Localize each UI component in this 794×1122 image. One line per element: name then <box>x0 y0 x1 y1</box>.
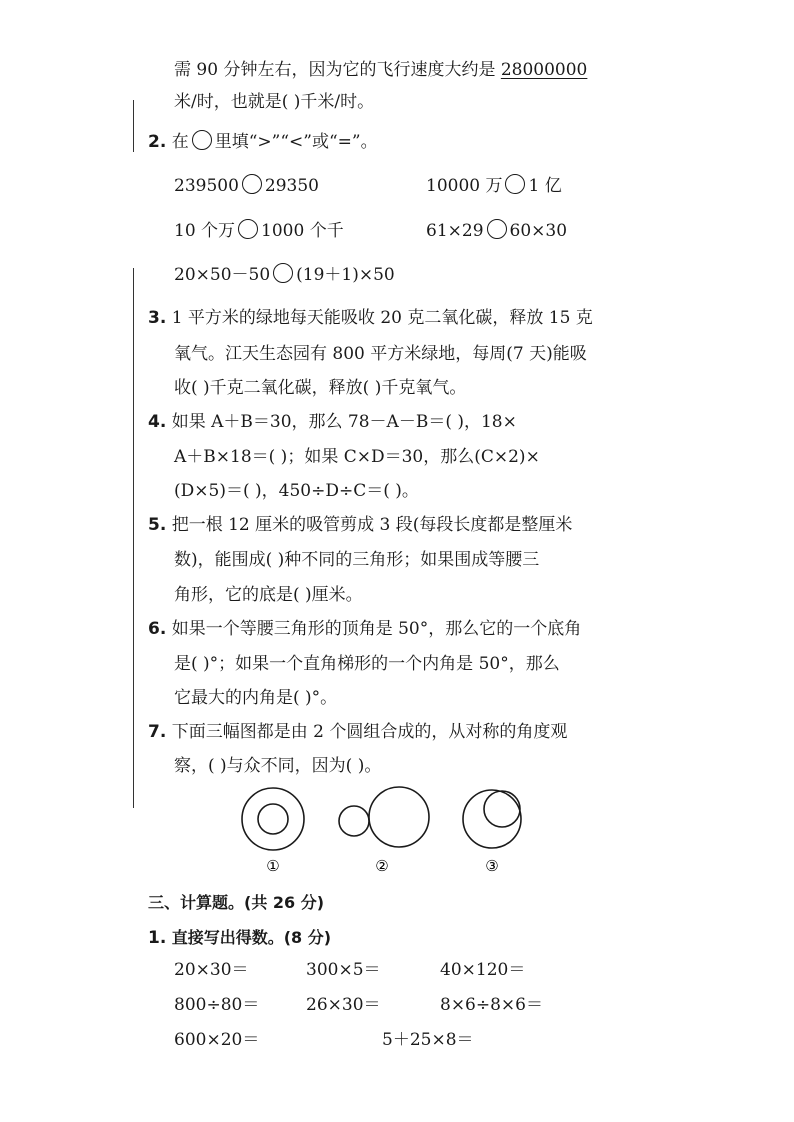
figure-1-label: ① <box>266 857 280 875</box>
q2-item-5 <box>174 263 395 287</box>
q7-line1 <box>148 720 567 744</box>
margin-line-top <box>133 100 134 152</box>
q1-line2 <box>174 90 374 114</box>
q4-line3 <box>174 479 419 503</box>
q3-text: 1 平方米的绿地每天能吸收 20 克二氧化碳，释放 15 克 <box>171 308 593 328</box>
q2-item-right: 1000 个千 <box>261 221 344 241</box>
answer-circle-icon <box>192 130 212 150</box>
q5-line1 <box>148 513 572 537</box>
figure-1-concentric-circles <box>242 788 304 875</box>
q5-number: 5. <box>148 515 167 535</box>
q7-text: 下面三幅图都是由 2 个圆组合成的，从对称的角度观 <box>171 722 568 742</box>
q4-text: (D×5)＝( )，450÷D÷C＝( )。 <box>174 481 419 501</box>
q6-text: 它最大的内角是( )°。 <box>174 688 338 708</box>
calc-item: 8×6÷8×6＝ <box>440 995 543 1015</box>
calc-item: 40×120＝ <box>440 960 526 980</box>
q2-heading <box>148 130 378 154</box>
sub-number: 1. <box>148 928 167 948</box>
q4-number: 4. <box>148 412 167 432</box>
calc-item: 600×20＝ <box>174 1030 260 1050</box>
q2-item-4 <box>426 219 567 243</box>
q2-item-right: 60×30 <box>509 221 568 241</box>
sub-title: 直接写出得数。(8 分) <box>171 928 332 947</box>
compare-circle-icon[interactable] <box>273 263 293 283</box>
q4-line1 <box>148 410 517 434</box>
q6-number: 6. <box>148 619 167 639</box>
q3-line2 <box>174 342 587 366</box>
q5-line3 <box>174 583 363 607</box>
circle-figures <box>230 785 540 880</box>
q5-text: 数)，能围成( )种不同的三角形；如果围成等腰三 <box>174 550 540 570</box>
q2-item-right: 29350 <box>264 176 319 196</box>
figure-2-label: ② <box>375 857 389 875</box>
figure-2-tangent-circles <box>339 787 429 875</box>
q1-line1 <box>174 58 587 82</box>
q6-line2 <box>174 652 560 676</box>
q7-number: 7. <box>148 722 167 742</box>
q7-text: 察，( )与众不同，因为( )。 <box>174 756 382 776</box>
compare-circle-icon[interactable] <box>487 219 507 239</box>
margin-line-mid <box>133 268 134 808</box>
q2-item-left: 10 个万 <box>174 221 236 241</box>
q2-item-3 <box>174 219 344 243</box>
q5-text: 把一根 12 厘米的吸管剪成 3 段(每段长度都是整厘米 <box>171 515 573 535</box>
q1-line2-text: 米/时，也就是( )千米/时。 <box>174 92 375 112</box>
q6-line1 <box>148 617 581 641</box>
q2-post: 里填“>”“<”或“=”。 <box>214 132 378 152</box>
q7-line2 <box>174 754 381 778</box>
q2-item-left: 61×29 <box>426 221 484 241</box>
q4-line2 <box>174 445 540 469</box>
q2-item-left: 20×50－50 <box>174 265 271 285</box>
calc-item: 26×30＝ <box>306 995 381 1015</box>
q4-text: A＋B×18＝( )；如果 C×D＝30，那么(C×2)× <box>174 447 540 467</box>
q3-text: 氧气。江天生态园有 800 平方米绿地，每周(7 天)能吸 <box>174 344 587 364</box>
q2-item-right: 1 亿 <box>528 176 562 196</box>
q2-item-right: (19＋1)×50 <box>296 265 395 285</box>
compare-circle-icon[interactable] <box>505 174 525 194</box>
q3-number: 3. <box>148 308 167 328</box>
section-3-sub <box>148 926 331 950</box>
figure-3-inner-circles <box>463 790 521 875</box>
q5-line2 <box>174 548 539 572</box>
q3-text: 收( )千克二氧化碳，释放( )千克氧气。 <box>174 378 467 398</box>
q2-item-2 <box>426 174 562 198</box>
compare-circle-icon[interactable] <box>242 174 262 194</box>
q6-text: 是( )°；如果一个直角梯形的一个内角是 50°，那么 <box>174 654 560 674</box>
q5-text: 角形，它的底是( )厘米。 <box>174 585 363 605</box>
q4-text: 如果 A＋B＝30，那么 78－A－B＝( )，18× <box>171 412 517 432</box>
compare-circle-icon[interactable] <box>238 219 258 239</box>
q1-line1-text: 需 90 分钟左右，因为它的飞行速度大约是 <box>174 60 501 80</box>
q3-line3 <box>174 376 466 400</box>
q2-item-left: 239500 <box>174 176 239 196</box>
figure-3-label: ③ <box>485 857 499 875</box>
calc-item: 300×5＝ <box>306 960 381 980</box>
calc-item: 5＋25×8＝ <box>382 1030 474 1050</box>
q3-line1 <box>148 306 593 330</box>
q2-item-1 <box>174 174 319 198</box>
q1-speed-value: 28000000 <box>500 60 588 80</box>
q6-line3 <box>174 686 337 710</box>
q2-pre: 在 <box>171 132 189 152</box>
section-3-title: 三、计算题。(共 26 分) <box>148 893 325 912</box>
calc-item: 20×30＝ <box>174 960 249 980</box>
calc-item: 800÷80＝ <box>174 995 260 1015</box>
q2-item-left: 10000 万 <box>426 176 503 196</box>
q2-number: 2. <box>148 132 167 152</box>
q6-text: 如果一个等腰三角形的顶角是 50°，那么它的一个底角 <box>171 619 582 639</box>
